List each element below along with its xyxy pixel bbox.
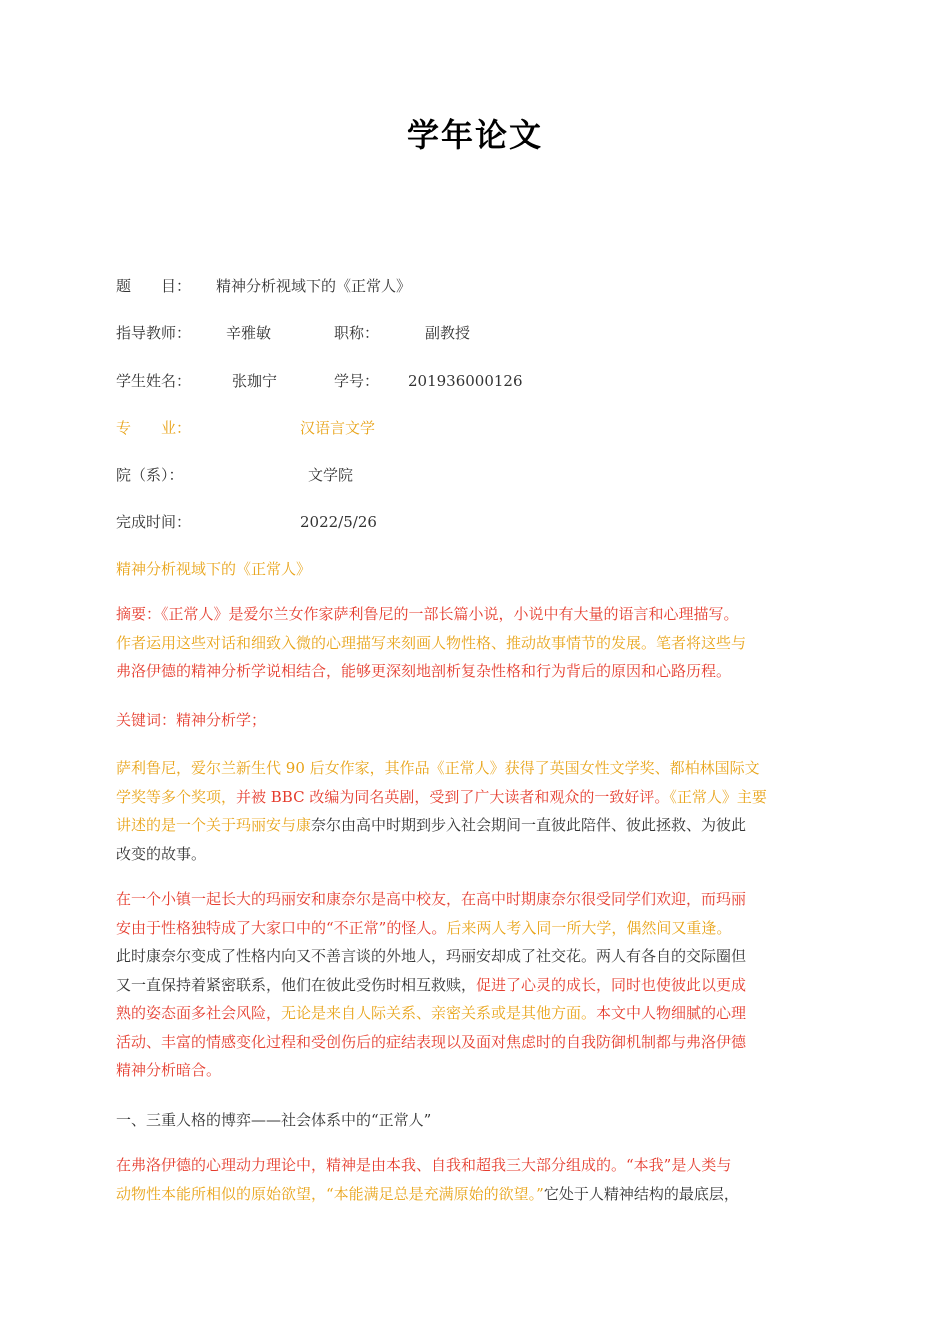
keywords-text: 关键词：精神分析学； (116, 711, 267, 729)
text-run: 安由于性格独特成了大家口中的“不正常”的怪人。 (116, 918, 447, 937)
paragraph-line: 萨利鲁尼，爱尔兰新生代 90 后女作家，其作品《正常人》获得了英国女性文学奖、都柏林国际文 (116, 759, 760, 777)
abstract-line: 作者运用这些对话和细致入微的心理描写来刻画人物性格、推动故事情节的发展。笔者将这些与 (116, 633, 747, 652)
topic-value: 精神分析视域下的《正常人》 (216, 277, 412, 295)
text-run: 学奖等多个奖项， (116, 787, 237, 806)
abstract-paragraph (116, 600, 836, 686)
text-run: 本文中人物细腻的心理 (596, 1004, 747, 1022)
paragraph-line (116, 1180, 836, 1209)
paragraph-line: 活动、丰富的情感变化过程和受创伤后的症结表现以及面对焦虑时的自我防御机制都与弗洛伊德 (116, 1032, 747, 1051)
paragraph-line: 改变的故事。 (116, 844, 207, 863)
text-run: 它处于人精神结构的最底层， (543, 1184, 739, 1203)
rank-label: 职称： (334, 324, 380, 342)
dept-value: 文学院 (308, 466, 354, 484)
text-run: 后来两人考入同一所大学，偶然间又重逢。 (446, 918, 732, 937)
id-value: 201936000126 (408, 372, 523, 390)
paragraph-line (116, 811, 836, 840)
text-run: 熟的姿态面多社会风险， (116, 1004, 282, 1022)
dept-label: 院（系）： (116, 466, 184, 484)
major-value: 汉语言文学 (300, 419, 376, 437)
date-value: 2022/5/26 (300, 513, 377, 531)
body-paragraph-3 (116, 1151, 836, 1208)
paragraph-line: 精神分析暗合。 (116, 1061, 222, 1079)
subtitle-text: 精神分析视域下的《正常人》 (116, 560, 312, 578)
body-paragraph-2 (116, 885, 836, 1085)
abstract-line: 摘要：《正常人》是爱尔兰女作家萨利鲁尼的一部长篇小说，小说中有大量的语言和心理描写。 (116, 605, 739, 623)
paragraph-line (116, 971, 836, 1000)
advisor-value: 辛雅敏 (226, 324, 272, 342)
abstract-line: 弗洛伊德的精神分析学说相结合，能够更深刻地剖析复杂性格和行为背后的原因和心路历程。 (116, 662, 732, 680)
student-label: 学生姓名： (116, 372, 192, 390)
paragraph-line (116, 783, 836, 812)
major-label: 专 业： (116, 419, 192, 437)
paragraph-line (116, 914, 836, 943)
paragraph-line: 在弗洛伊德的心理动力理论中，精神是由本我、自我和超我三大部分组成的。“本我”是人类与 (116, 1156, 732, 1174)
text-run: 奈尔由高中时期到步入社会期间一直彼此陪伴、彼此拯救、为彼此 (311, 816, 747, 834)
paragraph-line (116, 999, 836, 1028)
date-label: 完成时间： (116, 513, 192, 531)
topic-label: 题 目： (116, 277, 192, 295)
section-heading-text: 一、三重人格的博弈——社会体系中的“正常人” (116, 1111, 432, 1129)
text-run: 无论是来自人际关系、亲密关系或是其他方面。 (281, 1004, 597, 1022)
rank-value: 副教授 (425, 324, 471, 342)
text-run: 《正常人》主要 (669, 787, 767, 806)
text-run: 促进了心灵的成长，同时也使彼此以更成 (476, 975, 747, 994)
text-run: 又一直保持着紧密联系，他们在彼此受伤时相互救赎， (116, 975, 477, 994)
advisor-label: 指导教师： (116, 324, 192, 342)
page-title: 学年论文 (406, 116, 543, 154)
text-run: 动物性本能所相似的原始欲望，“本能满足总是充满原始的欲望。” (116, 1184, 544, 1203)
id-label: 学号： (334, 372, 380, 390)
text-run: 讲述的是一个关于玛丽安与康 (116, 816, 312, 834)
paragraph-line: 此时康奈尔变成了性格内向又不善言谈的外地人，玛丽安却成了社交花。两人有各自的交际圈但 (116, 947, 747, 965)
paragraph-line: 在一个小镇一起长大的玛丽安和康奈尔是高中校友，在高中时期康奈尔很受同学们欢迎，而玛丽 (116, 890, 747, 908)
student-value: 张珈宁 (232, 372, 278, 390)
body-paragraph-1 (116, 754, 836, 868)
text-run: 并被 BBC 改编为同名英剧，受到了广大读者和观众的一致好评。 (236, 787, 670, 806)
